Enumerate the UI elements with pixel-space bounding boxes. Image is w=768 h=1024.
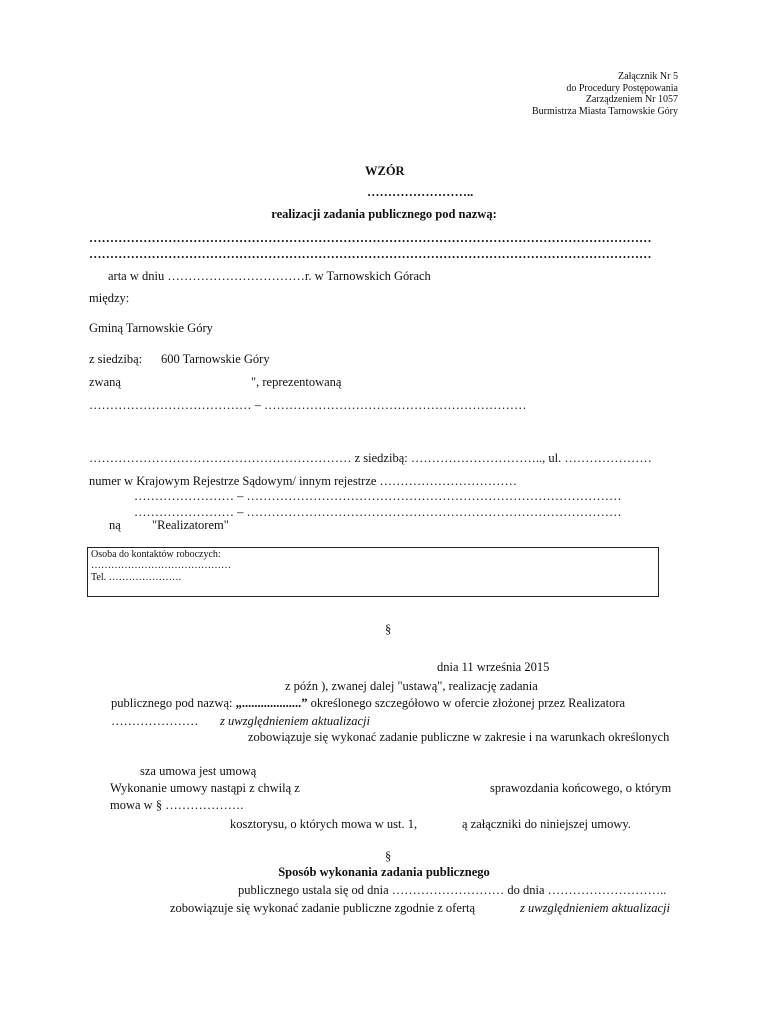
section-1-line-e: sza umowa jest umową: [140, 764, 257, 778]
section-2-line-a: publicznego ustala się od dnia ……………………… do dnia ………………………..: [238, 883, 667, 897]
section-2-sign: §: [385, 849, 392, 863]
seat-value: 600 Tarnowskie Góry: [161, 352, 270, 366]
party-two-line: ……………………………………………………… z siedzibą: ………………………….., ul. …………………: [89, 451, 652, 465]
task-name-placeholder: „...................”: [235, 696, 308, 710]
contact-tel: Tel. ………………….: [91, 572, 182, 583]
between-label: między:: [89, 291, 130, 305]
section-1-line-h-left: kosztorysu, o których mowa w ust. 1,: [230, 817, 418, 831]
representative-line: ………………………………… – ………………………………………………………: [89, 398, 527, 412]
document-title: WZÓR: [365, 164, 405, 178]
task-name-line-1: ………………………………………………………………………………………………………………………: [89, 232, 652, 245]
section-1-line-b: [111, 697, 625, 710]
party-one-name: Gminą Tarnowskie Góry: [89, 321, 213, 335]
attachment-line-1: Załącznik Nr 5: [618, 71, 678, 82]
document-subtitle: realizacji zadania publicznego pod nazwą:: [271, 207, 497, 221]
contract-date: arta w dniu ……………………………r. w Tarnowskich Górach: [108, 269, 431, 283]
contact-label: Osoba do kontaktów roboczych:: [91, 549, 221, 560]
contact-name-dots: ……………………………………: [91, 560, 231, 571]
section-2-heading: Sposób wykonania zadania publicznego: [278, 865, 490, 879]
party-two-representative-2: …………………… – ………………………………………………………………………………: [134, 505, 622, 519]
section-1-line-d: zobowiązuje się wykonać zadanie publiczne w zakresie i na warunkach określonych: [248, 730, 670, 744]
section-1-line-f-right: sprawozdania końcowego, o którym: [490, 781, 672, 795]
section-1-sign: §: [385, 622, 392, 636]
contract-number: ……………………..: [367, 185, 474, 199]
section-1-line-b-prefix: publicznego pod nazwą:: [111, 696, 236, 710]
section-1-line-a: z późn ), zwanej dalej "ustawą", realizację zadania: [285, 679, 538, 693]
krs-line: numer w Krajowym Rejestrze Sądowym/ innym rejestrze ……………………………: [89, 474, 518, 488]
statute-date: dnia 11 września 2015: [437, 660, 550, 674]
attachment-note: [532, 71, 678, 117]
represented-label: ", reprezentowaną: [251, 375, 342, 389]
attachment-line-2: do Procedury Postępowania: [566, 82, 678, 94]
attachment-line-4: Burmistrza Miasta Tarnowskie Góry: [531, 105, 678, 117]
called-label: zwaną: [89, 375, 121, 389]
section-1-line-h-right: ą załączniki do niniejszej umowy.: [462, 817, 631, 831]
section-1-line-f-left: Wykonanie umowy nastąpi z chwilą z: [110, 781, 300, 795]
section-2-line-b: zobowiązuje się wykonać zadanie publiczne zgodnie z ofertą: [170, 901, 476, 915]
task-name-line-2: ………………………………………………………………………………………………………………………: [89, 248, 652, 261]
called-two-prefix: ną: [109, 518, 121, 532]
realizator-label: "Realizatorem": [152, 518, 229, 532]
seat-label: z siedzibą:: [89, 352, 143, 366]
party-two-representative-1: …………………… – ………………………………………………………………………………: [134, 489, 622, 503]
section-1-line-b-suffix: określonego szczegółowo w ofercie złożonej przez Realizatora: [307, 696, 626, 710]
section-1-line-g: mowa w § ……………….: [110, 798, 244, 812]
section-1-line-c-dots: …………………: [111, 714, 199, 728]
attachment-line-3: Zarządzeniem Nr 1057: [585, 94, 678, 105]
contact-box: [87, 547, 659, 597]
section-2-line-b-italic: z uwzględnieniem aktualizacji: [520, 901, 670, 915]
section-1-line-c-italic: z uwzględnieniem aktualizacji: [220, 714, 370, 728]
